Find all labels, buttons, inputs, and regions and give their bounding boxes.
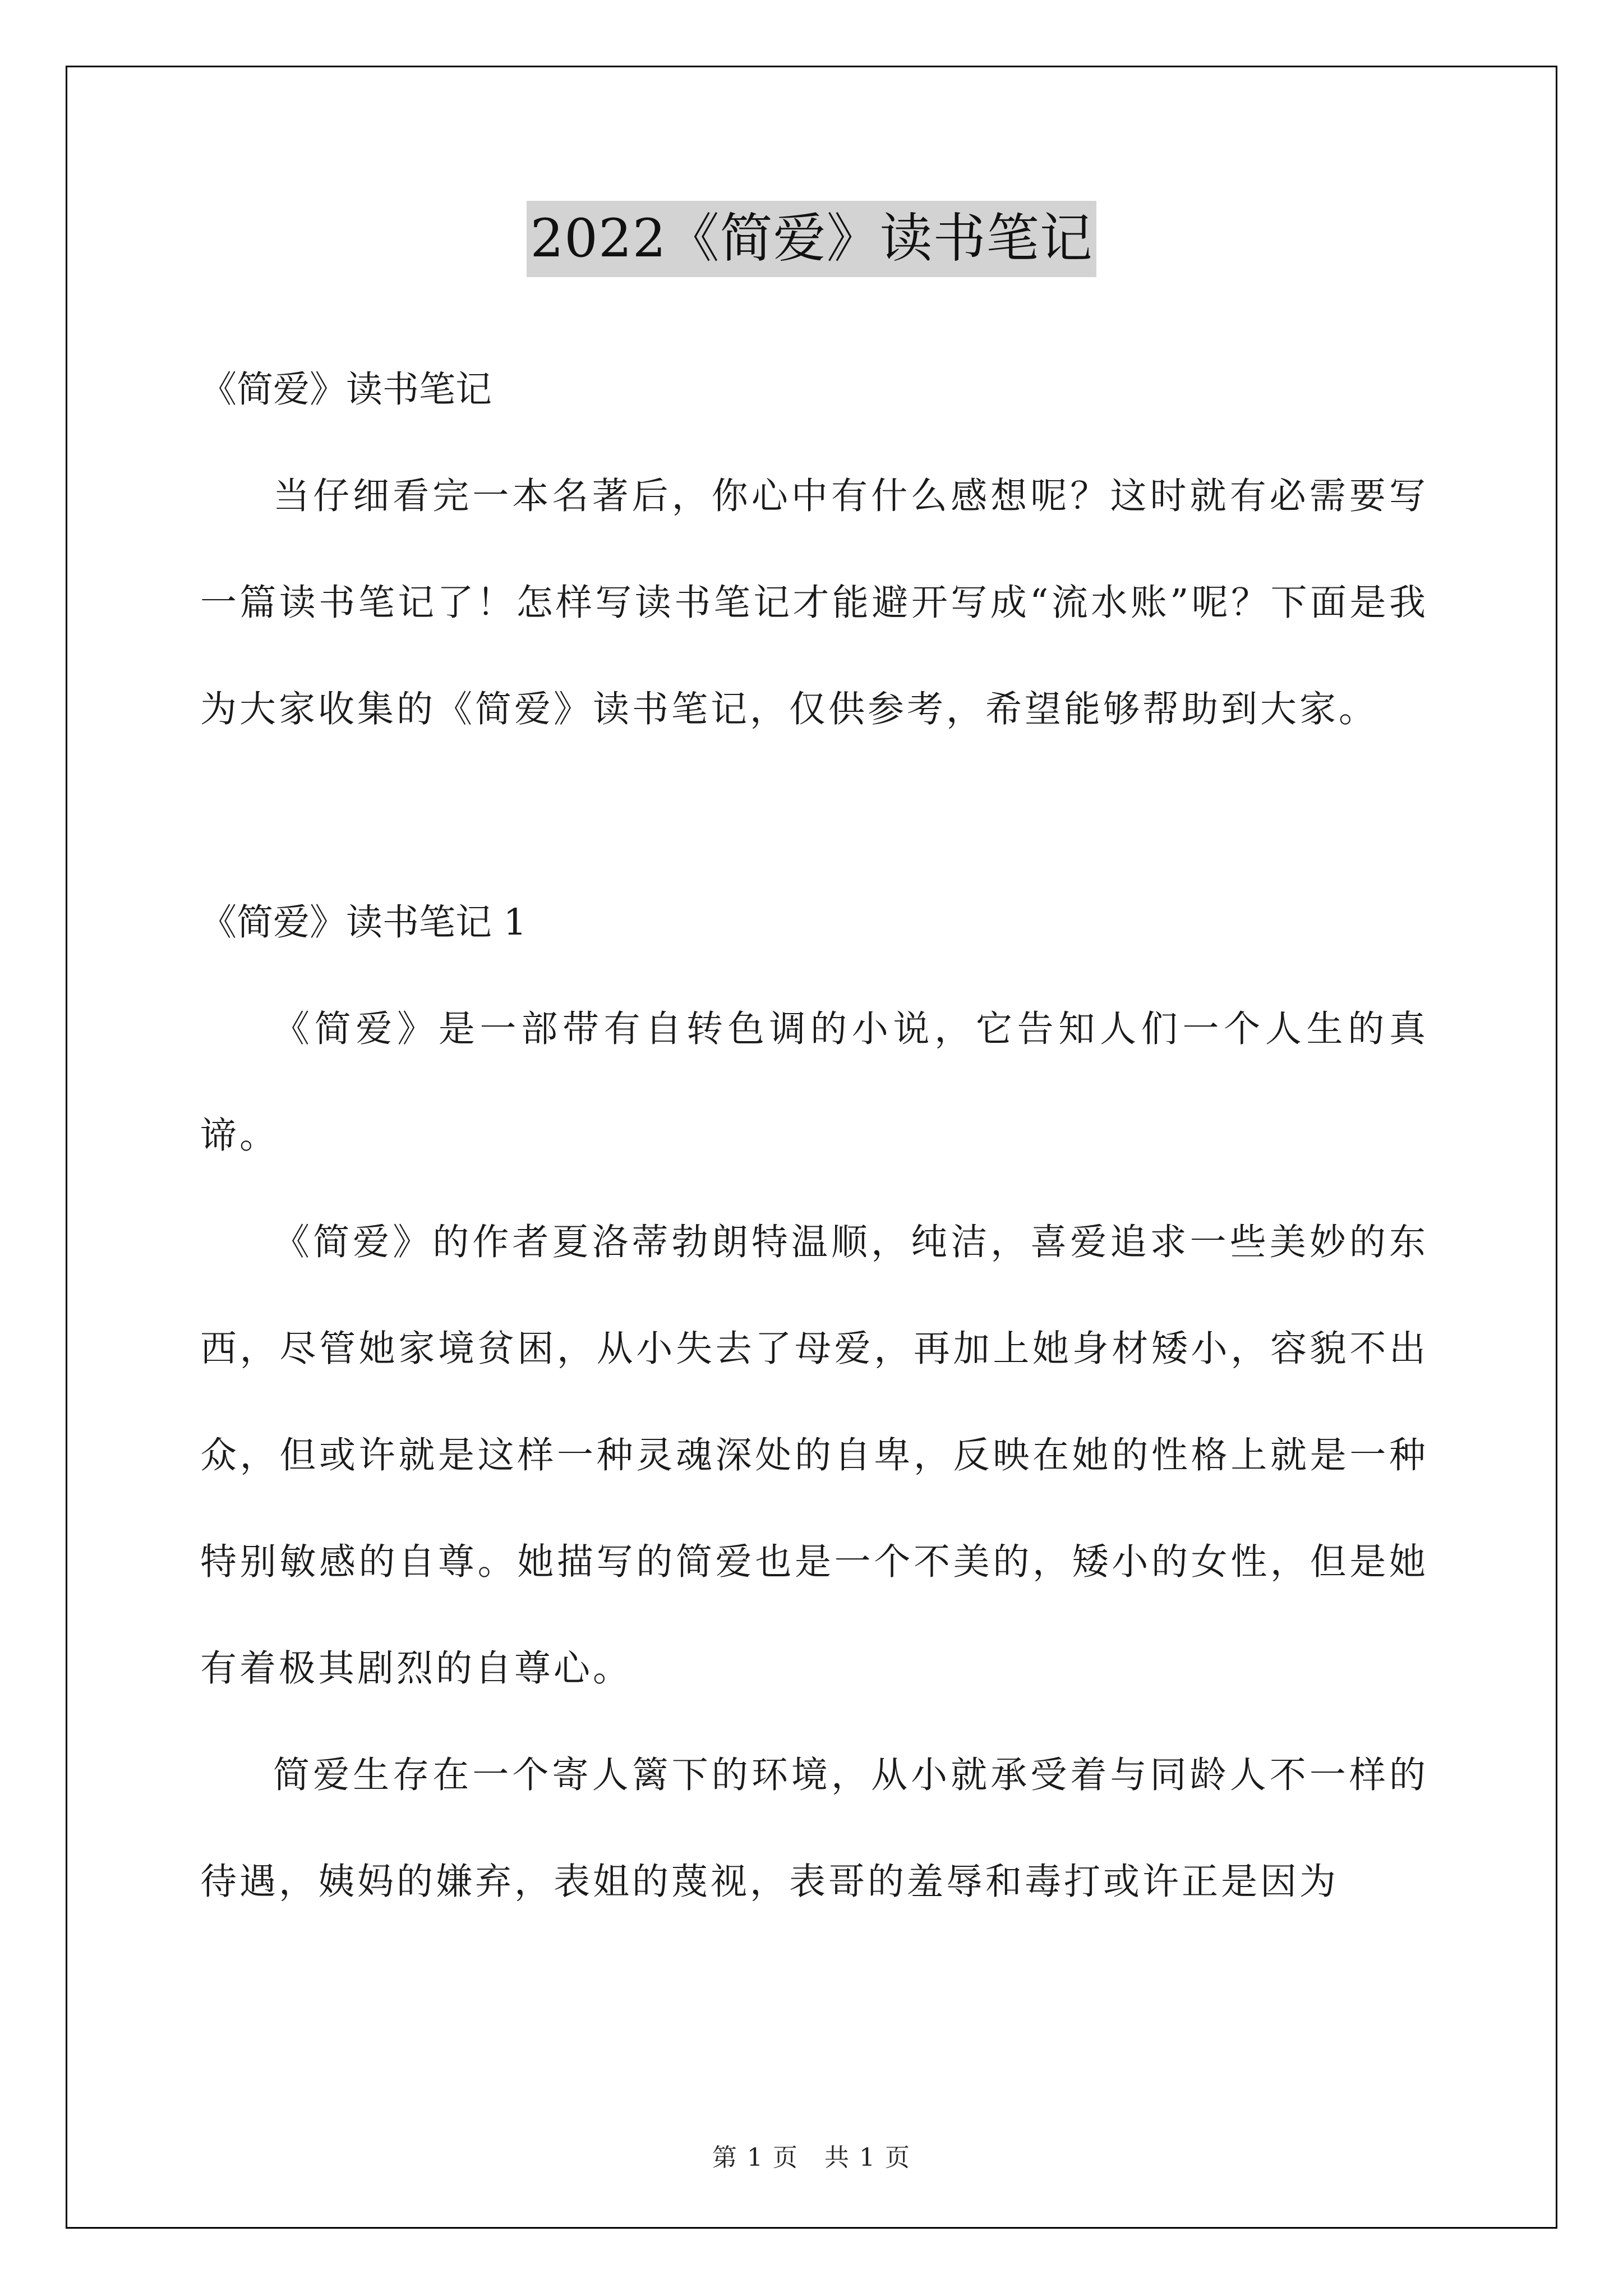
page-footer: 第 1 页 共 1 页 xyxy=(712,2143,911,2172)
title-container xyxy=(0,201,1623,277)
document-body xyxy=(200,337,1428,1935)
section1-paragraph-1: 《简爱》是一部带有自转色调的小说，它告知人们一个人生的真谛。 xyxy=(200,1008,1428,1157)
intro-paragraph: 当仔细看完一本名著后，你心中有什么感想呢？这时就有必需要写一篇读书笔记了！怎样写读书笔记才能避开写成“流水账”呢？下面是我为大家收集的《简爱》读书笔记，仅供参考，希望能够帮助到大家。 xyxy=(200,475,1428,730)
section1-heading: 《简爱》读书笔记 1 xyxy=(200,901,527,944)
section1-paragraph-2: 《简爱》的作者夏洛蒂勃朗特温顺，纯洁，喜爱追求一些美妙的东西，尽管她家境贫困，从小失去了母爱，再加上她身材矮小，容貌不出众，但或许就是这样一种灵魂深处的自卑，反映在她的性格上就是一种特别敏感的自尊。她描写的简爱也是一个不美的，矮小的女性，但是她有着极其剧烈的自尊心。 xyxy=(200,1221,1428,1690)
document-title: 2022《简爱》读书笔记 xyxy=(527,201,1096,277)
intro-heading: 《简爱》读书笔记 xyxy=(200,369,492,411)
section-spacer xyxy=(200,763,1428,869)
section1-paragraph-3: 简爱生存在一个寄人篱下的环境，从小就承受着与同龄人不一样的待遇，姨妈的嫌弃，表姐的蔑视，表哥的羞辱和毒打或许正是因为 xyxy=(200,1754,1428,1903)
